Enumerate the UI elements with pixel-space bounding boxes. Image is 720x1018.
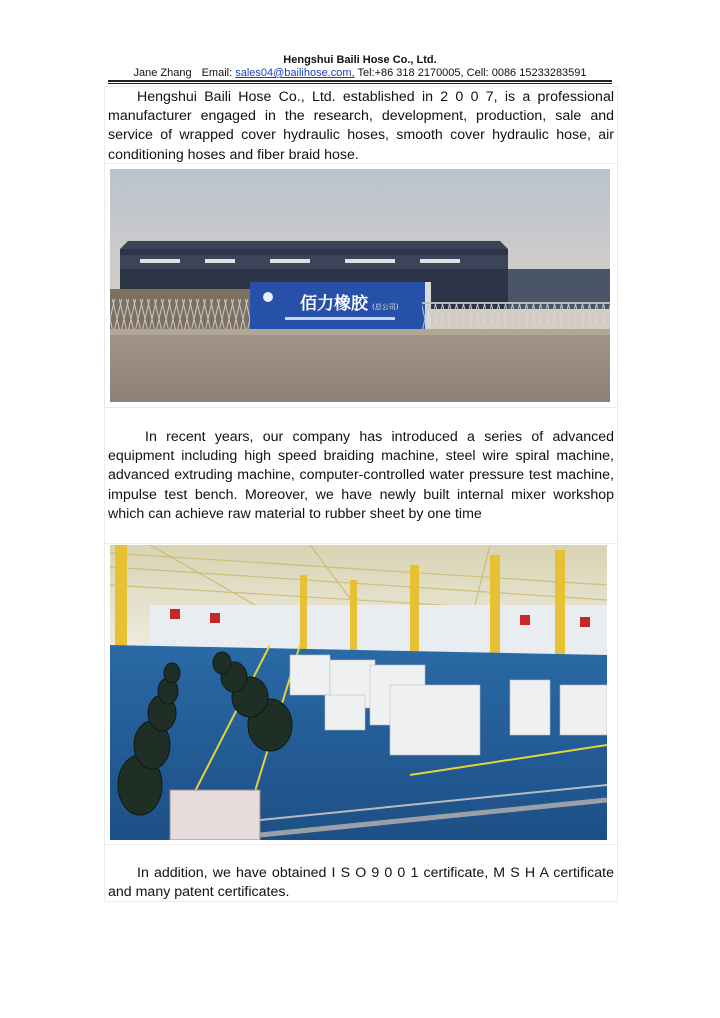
contact-line	[0, 67, 720, 79]
company-header: Hengshui Baili Hose Co., Ltd.	[283, 54, 437, 66]
certificate-paragraph: In addition, we have obtained I S O 9 0 0 1 certificate, M S H A certificate and many patent certificates.	[108, 865, 614, 901]
header-rule	[108, 80, 612, 82]
phone-numbers: Tel:+86 318 2170005, Cell: 0086 15233283591	[357, 67, 587, 79]
contact-name: Jane Zhang	[133, 67, 192, 79]
factory-sign-subtext: (总公司)	[372, 303, 399, 311]
email-link[interactable]: sales04@bailihose.com,	[235, 67, 355, 79]
intro-paragraph: Hengshui Baili Hose Co., Ltd. established in 2 0 0 7, is a professional manufacturer engaged in the research, development, production, sale and service of wrapped cover hydraulic hoses, smooth cover hydraulic hose, air conditioning hoses and fiber braid hose.	[108, 89, 614, 163]
factory-sign-text: 佰力橡胶	[300, 294, 368, 314]
factory-exterior-photo	[110, 169, 610, 402]
email-label: Email:	[201, 67, 233, 79]
workshop-interior-photo	[110, 545, 607, 840]
header-rule-thin	[108, 83, 612, 84]
equipment-paragraph: In recent years, our company has introduced a series of advanced equipment including high speed braiding machine, steel wire spiral machine, advanced extruding machine, computer-controlled water pressure test machine, impulse test bench. Moreover, we have newly built internal mixer workshop which can achieve raw material to rubber sheet by one time	[108, 429, 614, 522]
